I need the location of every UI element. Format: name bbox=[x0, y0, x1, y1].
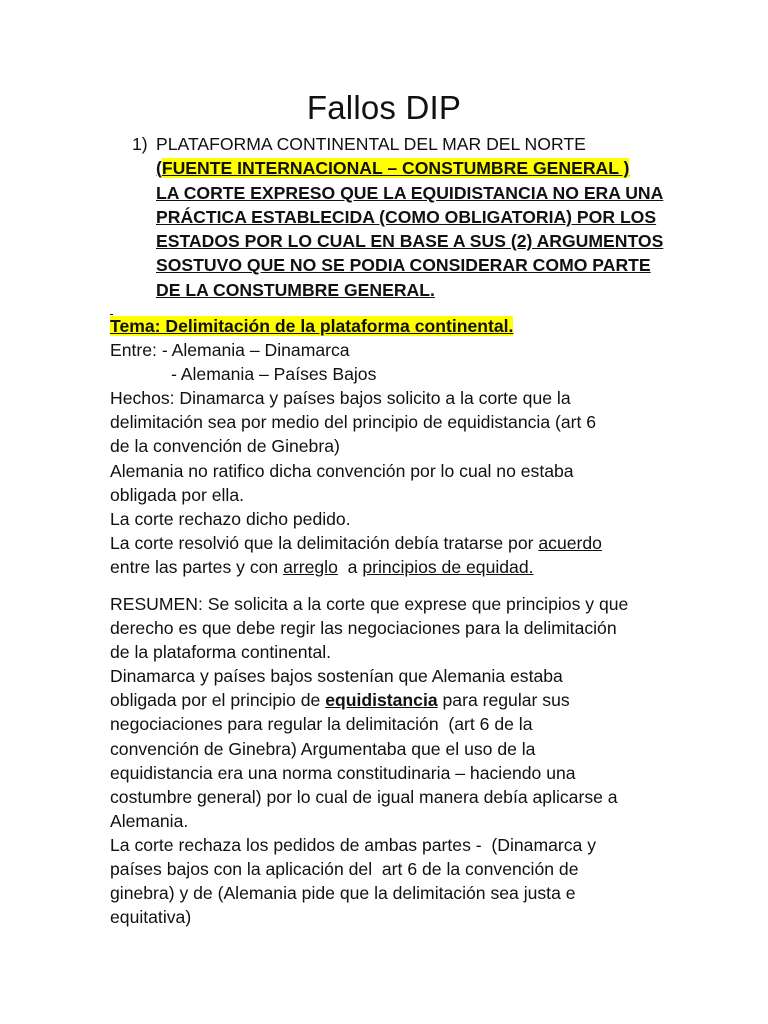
arreglo-word: arreglo bbox=[283, 556, 338, 577]
resumen-line: costumbre general) por lo cual de igual manera debía aplicarse a bbox=[110, 786, 618, 807]
item-text-line: LA CORTE EXPRESO QUE LA EQUIDISTANCIA NO ERA UNA bbox=[156, 182, 664, 203]
resumen-line: convención de Ginebra) Argumentaba que el uso de la bbox=[110, 738, 536, 759]
item-number: 1) bbox=[132, 134, 148, 154]
acuerdo-word: acuerdo bbox=[538, 532, 602, 553]
hechos-line: Hechos: Dinamarca y países bajos solicito a la corte que la bbox=[110, 388, 571, 409]
resumen-line: equitativa) bbox=[110, 907, 192, 928]
item-text-line: DE LA CONSTUMBRE GENERAL. bbox=[156, 279, 435, 300]
resumen-line: derecho es que debe regir las negociaciones para la delimitación bbox=[110, 618, 617, 639]
entre-line-2: - Alemania – Países Bajos bbox=[171, 364, 377, 385]
entre-line-1: Entre: - Alemania – Dinamarca bbox=[110, 340, 350, 361]
resolvio-line-2 bbox=[110, 555, 670, 579]
principios-phrase: principios de equidad. bbox=[362, 556, 534, 577]
resolvio-line-1 bbox=[110, 531, 670, 555]
resumen-block bbox=[110, 592, 670, 929]
resumen-line: equidistancia era una norma constitudinaria – haciendo una bbox=[110, 762, 576, 783]
resumen-line: ginebra) y de (Alemania pide que la delimitación sea justa e bbox=[110, 883, 576, 904]
obligada-line bbox=[110, 688, 670, 712]
tema-highlight: Tema: Delimitación de la plataforma continental. bbox=[110, 316, 514, 336]
resumen-line: de la plataforma continental. bbox=[110, 642, 332, 663]
resolvio-text: a bbox=[337, 556, 363, 577]
resumen-line: Dinamarca y países bajos sostenían que Alemania estaba bbox=[110, 666, 563, 687]
paren-open: ( bbox=[156, 158, 162, 179]
equidistancia-word: equidistancia bbox=[325, 690, 438, 711]
item-text-line: ESTADOS POR LO CUAL EN BASE A SUS (2) ARGUMENTOS bbox=[156, 231, 664, 252]
tema-line bbox=[110, 314, 670, 338]
resumen-line: países bajos con la aplicación del art 6 de la convención de bbox=[110, 859, 579, 880]
hechos-line: Alemania no ratifico dicha convención por lo cual no estaba bbox=[110, 460, 574, 481]
resumen-line: negociaciones para regular la delimitación (art 6 de la bbox=[110, 714, 533, 735]
fuente-line bbox=[156, 156, 672, 180]
item-heading: PLATAFORMA CONTINENTAL DEL MAR DEL NORTE bbox=[156, 134, 586, 154]
resolvio-text: entre las partes y con bbox=[110, 556, 284, 577]
fuente-highlight: FUENTE INTERNACIONAL – CONSTUMBRE GENERAL ) bbox=[161, 158, 630, 179]
tema-block bbox=[110, 314, 670, 579]
resolvio-text: La corte resolvió que la delimitación debía tratarse por bbox=[110, 532, 539, 553]
underline-mark bbox=[110, 300, 113, 315]
resumen-line: Alemania. bbox=[110, 810, 189, 831]
hechos-line: La corte rechazo dicho pedido. bbox=[110, 508, 351, 529]
hechos-line: delimitación sea por medio del principio de equidistancia (art 6 bbox=[110, 412, 597, 433]
numbered-item-1 bbox=[132, 132, 672, 302]
resumen-line: RESUMEN: Se solicita a la corte que exprese que principios y que bbox=[110, 594, 629, 614]
obligada-text: para regular sus bbox=[437, 690, 570, 711]
resumen-line: La corte rechaza los pedidos de ambas partes - (Dinamarca y bbox=[110, 834, 597, 855]
hechos-line: obligada por ella. bbox=[110, 484, 245, 505]
obligada-text: obligada por el principio de bbox=[110, 690, 326, 711]
hechos-line: de la convención de Ginebra) bbox=[110, 436, 340, 457]
item-text-line: PRÁCTICA ESTABLECIDA (COMO OBLIGATORIA) POR LOS bbox=[156, 206, 657, 227]
item-text-line: SOSTUVO QUE NO SE PODIA CONSIDERAR COMO PARTE bbox=[156, 255, 651, 276]
page-title: Fallos DIP bbox=[306, 89, 462, 126]
